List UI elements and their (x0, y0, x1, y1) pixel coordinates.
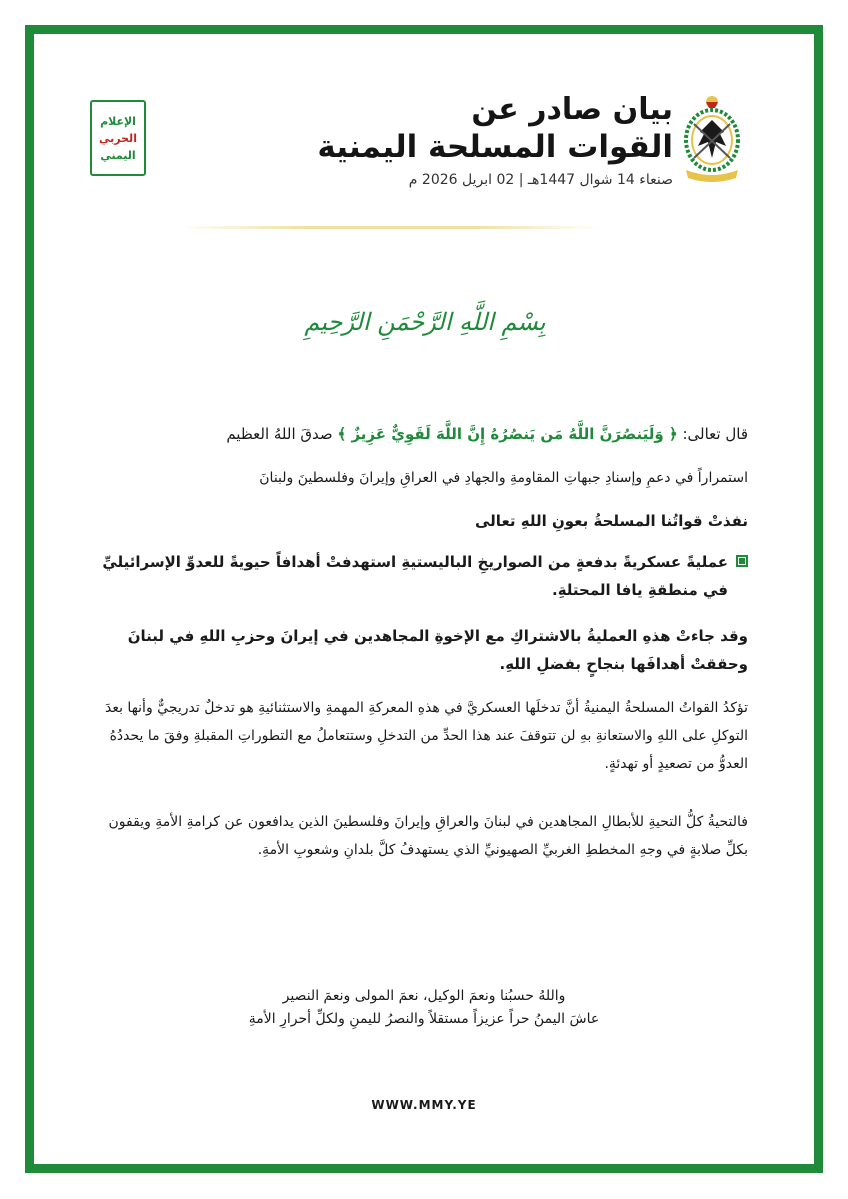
basmala: بِسْمِ اللَّهِ الرَّحْمَنِ الرَّحِيمِ (304, 308, 546, 336)
verse-intro: قال تعالى: (682, 425, 748, 443)
statement-header (317, 92, 673, 188)
badge-line3: اليمني (100, 148, 136, 162)
verse-line (226, 425, 748, 443)
closing-line1: واللهُ حسبُنا ونعمَ الوكيل، نعمَ المولى ونعمَ النصير (282, 988, 566, 1004)
verse-outro: صدقَ اللهُ العظيم (226, 425, 333, 443)
badge-line2: الحربي (99, 131, 137, 145)
paragraph-affirmation: تؤكدُ القواتُ المسلحةُ اليمنيةُ أنَّ تدخلَها العسكريَّ في هذهِ المعركةِ المهمةِ والاستثنائيةِ هو تدخلٌ تدريجيٌّ وأنها بعدَ التوكلِ على اللهِ والاستعانةِ بهِ لن تتوقفَ عند هذا الحدِّ من التدخلِ وستتعاملُ مع التطوراتِ المقبلةِ وفقَ ما يحددُهُ العدوُّ من تصعيدٍ أو تهدئةٍ. (104, 700, 748, 772)
media-badge (90, 100, 146, 176)
paragraph-joint-operation: وقد جاءتْ هذهِ العمليةُ بالاشتراكِ مع الإخوةِ المجاهدين في إيرانَ وحزبِ اللهِ في لبنانَ وحققتْ أهدافَها بنجاحٍ بفضلِ اللهِ. (127, 627, 748, 673)
operation-bullet: عمليةً عسكريةً بدفعةٍ من الصواريخِ الباليستيةِ استهدفتْ أهدافاً حيويةً للعدوِّ الإسرائيليِّ في منطقةِ يافا المحتلةِ. (102, 553, 728, 599)
header-title-line2: القوات المسلحة اليمنية (317, 129, 673, 165)
header-divider (180, 226, 600, 229)
website-link[interactable]: WWW.MMY.YE (371, 1098, 477, 1112)
header-date: صنعاء 14 شوال 1447هـ | 02 ابريل 2026 م (408, 172, 673, 188)
intro-line: استمراراً في دعمِ وإسنادِ جبهاتِ المقاومةِ والجهادِ في العراقِ وإيرانَ وفلسطينَ ولبنانَ (259, 470, 748, 486)
operation-heading: نفذتْ قواتُنا المسلحةُ بعونِ اللهِ تعالى (475, 512, 748, 530)
header-title-line1: بيان صادر عن (471, 92, 673, 127)
square-bullet-icon (736, 555, 748, 567)
armed-forces-emblem-icon (680, 88, 744, 188)
closing-line2: عاشَ اليمنُ حراً عزيزاً مستقلاً والنصرُ لليمنِ ولكلِّ أحرارِ الأمةِ (248, 1011, 600, 1027)
badge-line1: الإعلام (100, 114, 136, 128)
paragraph-salute: فالتحيةُ كلُّ التحيةِ للأبطالِ المجاهدين في لبنانَ والعراقِ وإيرانَ وفلسطينَ الذين يدافعون عن كرامةِ الأمةِ ويقفون بكلِّ صلابةٍ في وجهِ المخططِ الغربيِّ الصهيونيِّ الذي يستهدفُ كلَّ بلدانِ وشعوبِ الأمةِ. (108, 814, 748, 858)
verse-text: ﴿ وَلَيَنصُرَنَّ اللَّهُ مَن يَنصُرُهُ إِنَّ اللَّهَ لَقَوِيٌّ عَزِيزٌ ﴾ (337, 425, 678, 443)
